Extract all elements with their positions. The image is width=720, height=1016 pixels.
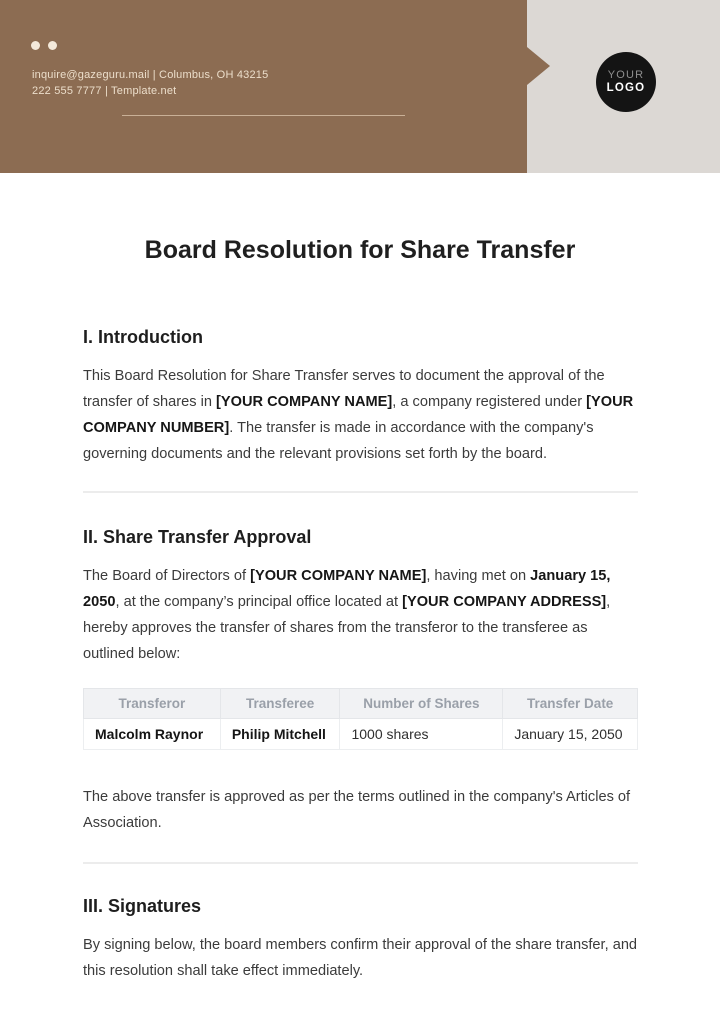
section-share-transfer-approval <box>83 525 638 836</box>
section-divider <box>83 862 638 864</box>
cell-number-of-shares: 1000 shares <box>340 719 503 750</box>
decorative-dots <box>31 41 57 50</box>
logo-text-top: YOUR <box>607 69 645 81</box>
page-title: Board Resolution for Share Transfer <box>144 236 576 264</box>
introduction-paragraph: This Board Resolution for Share Transfer serves to document the approval of the transfer of shares in [YOUR COMPANY NAME], a company registered under [YOUR COMPANY NUMBER]. The transfer is made in accordance with the company's governing documents and the relevant provisions set forth by the board. <box>83 368 634 462</box>
column-header-number-of-shares: Number of Shares <box>340 689 503 719</box>
column-header-transferee: Transferee <box>220 689 340 719</box>
signatures-paragraph: By signing below, the board members confirm their approval of the share transfer, and this resolution shall take effect immediately. <box>83 937 638 979</box>
section-introduction <box>83 325 638 467</box>
letterhead <box>0 0 720 173</box>
header-underline <box>122 115 405 116</box>
cell-transferor: Malcolm Raynor <box>84 719 221 750</box>
table-row <box>84 719 638 750</box>
contact-line-1: inquire@gazeguru.mail | Columbus, OH 43215 <box>32 69 269 81</box>
section-divider <box>83 491 638 493</box>
contact-line-2: 222 555 7777 | Template.net <box>32 84 177 97</box>
column-header-transfer-date: Transfer Date <box>503 689 638 719</box>
approval-paragraph: The Board of Directors of [YOUR COMPANY NAME], having met on January 15, 2050, at the company’s principal office located at [YOUR COMPANY ADDRESS], hereby approves the transfer of shares from the transferor to the transferee as outlined below: <box>83 568 611 662</box>
column-header-transferor: Transferor <box>84 689 221 719</box>
cell-transferee: Philip Mitchell <box>220 719 340 750</box>
section-heading-share-transfer-approval: II. Share Transfer Approval <box>83 527 312 547</box>
section-heading-signatures: III. Signatures <box>83 896 202 916</box>
share-transfer-table <box>83 688 638 750</box>
cell-transfer-date: January 15, 2050 <box>503 719 638 750</box>
dot-icon <box>31 41 40 50</box>
section-signatures <box>83 894 638 984</box>
company-logo <box>596 52 656 112</box>
dot-icon <box>48 41 57 50</box>
contact-block <box>32 68 268 99</box>
logo-text-bottom: LOGO <box>606 82 646 94</box>
section-heading-introduction: I. Introduction <box>83 327 203 347</box>
document-body <box>83 325 638 984</box>
arrow-right-icon <box>527 47 550 85</box>
table-header-row <box>84 689 638 719</box>
approval-closing-paragraph: The above transfer is approved as per the terms outlined in the company's Articles of Association. <box>83 789 631 831</box>
